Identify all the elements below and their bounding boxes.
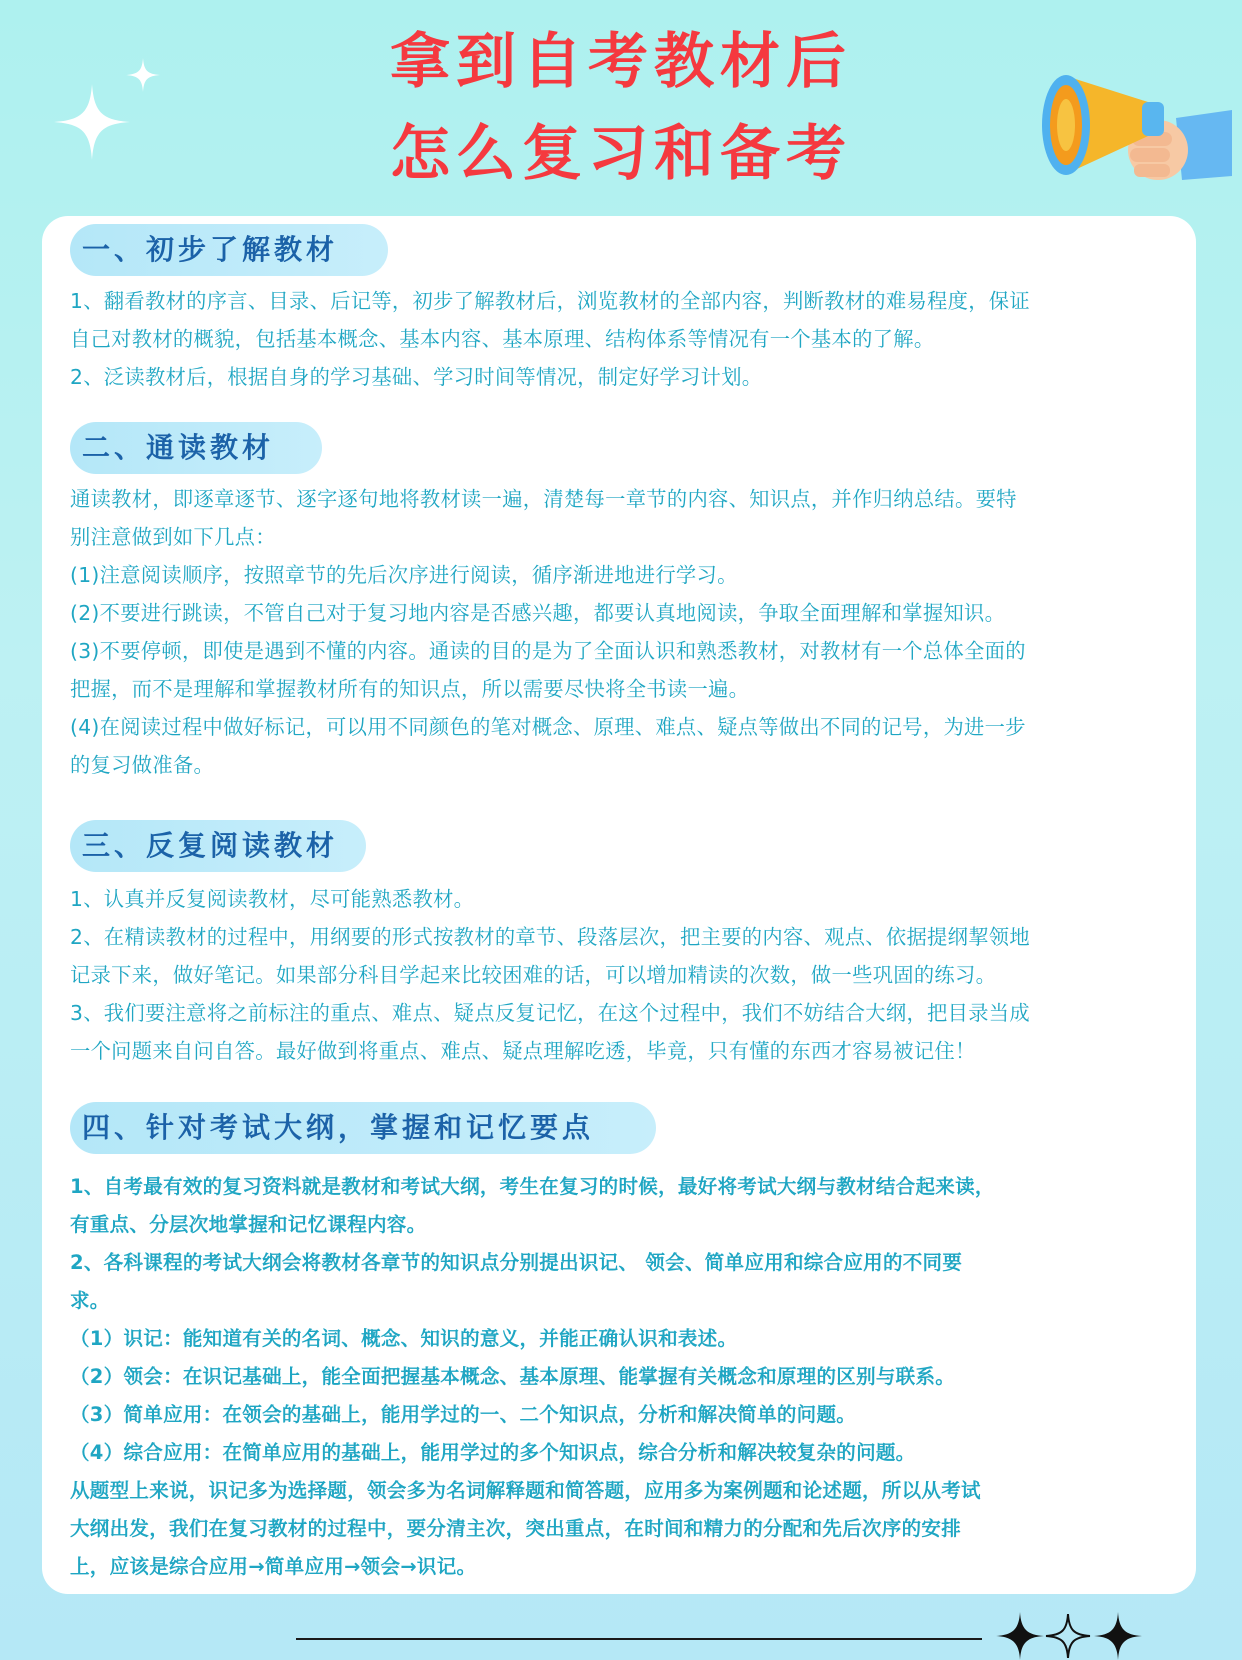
page-title-line1: 拿到自考教材后 [390, 27, 852, 97]
section-2-body: 通读教材，即逐章逐节、逐字逐句地将教材读一遍，清楚每一章节的内容、知识点，并作归纳总结。要特 别注意做到如下几点： (1)注意阅读顺序，按照章节的先后次序进行阅读，循序渐进地进行学习。 (2)不要进行跳读，不管自己对于复习地内容是否感兴趣，都要认真地阅读，争取全面理解和掌握知识。 (3)不要停顿，即使是遇到不懂的内容。通读的目的是为了全面认识和熟悉教材，对教材有一个总体全面的 把握，而不是理解和掌握教材所有的知识点，所以需要尽快将全书读一遍。 (4)在阅读过程中做好标记，可以用不同颜色的笔对概念、原理、难点、疑点等做出不同的记号，为进一步 的复习做准备。 [70, 487, 1026, 777]
content-card [42, 216, 1196, 1594]
star-icon [996, 1612, 1144, 1660]
section-heading-1: 一、初步了解教材 [70, 224, 388, 276]
section-3-body: 1、认真并反复阅读教材，尽可能熟悉教材。 2、在精读教材的过程中，用纲要的形式按教材的章节、段落层次，把主要的内容、观点、依据提纲挈领地 记录下来，做好笔记。如果部分科目学起来比较困难的话，可以增加精读的次数，做一些巩固的练习。 3、我们要注意将之前标注的重点、难点、疑点反复记忆，在这个过程中，我们不妨结合大纲，把目录当成 一个问题来自问自答。最好做到将重点、难点、疑点理解吃透，毕竟，只有懂的东西才容易被记住！ [70, 887, 1030, 1063]
section-4-body: 1、自考最有效的复习资料就是教材和考试大纲，考生在复习的时候，最好将考试大纲与教材结合起来读， 有重点、分层次地掌握和记忆课程内容。 2、各科课程的考试大纲会将教材各章节的知识点分别提出识记、 领会、简单应用和综合应用的不同要 求。 （1）识记：能知道有关的名词、概念、知识的意义，并能正确认识和表述。 （2）领会：在识记基础上，能全面把握基本概念、基本原理、能掌握有关概念和原理的区别与联系。 （3）简单应用：在领会的基础上，能用学过的一、二个知识点，分析和解决简单的问题。 （4）综合应用：在简单应用的基础上，能用学过的多个知识点，综合分析和解决较复杂的问题。 从题型上来说，识记多为选择题，领会多为名词解释题和简答题，应用多为案例题和论述题，所以从考试 大纲出发，我们在复习教材的过程中，要分清主次，突出重点，在时间和精力的分配和先后次序的安排 上，应该是综合应用→简单应用→领会→识记。 [70, 1175, 995, 1578]
section-heading-3: 三、反复阅读教材 [70, 820, 366, 872]
page-title-line2: 怎么复习和备考 [390, 119, 852, 189]
section-heading-4: 四、针对考试大纲，掌握和记忆要点 [70, 1102, 656, 1154]
section-heading-2: 二、通读教材 [70, 422, 322, 474]
megaphone-icon [1026, 56, 1236, 196]
footer-divider [296, 1638, 982, 1640]
section-1-body: 1、翻看教材的序言、目录、后记等，初步了解教材后，浏览教材的全部内容，判断教材的难易程度，保证 自己对教材的概貌，包括基本概念、基本内容、基本原理、结构体系等情况有一个基本的了解。 2、泛读教材后，根据自身的学习基础、学习时间等情况，制定好学习计划。 [70, 289, 1030, 389]
